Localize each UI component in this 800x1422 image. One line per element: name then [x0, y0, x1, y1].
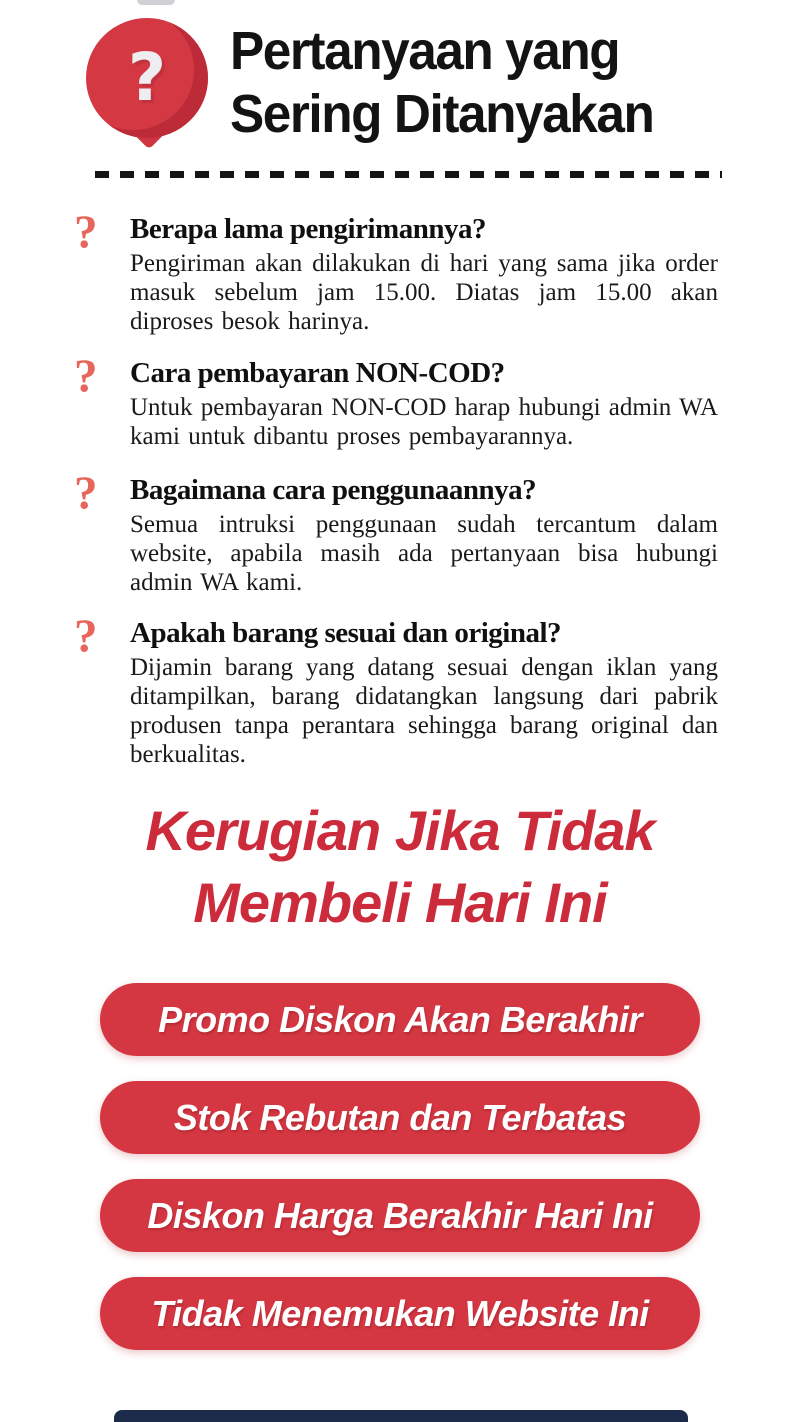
pill-button-label: Promo Diskon Akan Berakhir: [158, 998, 642, 1040]
faq-question: Apakah barang sesuai dan original?: [130, 617, 562, 649]
coral-question-icon: ?: [74, 206, 98, 258]
pill-button-website-not-found[interactable]: [100, 1277, 700, 1350]
coral-question-icon: ?: [74, 610, 98, 662]
top-edge-artifact: [137, 0, 175, 5]
balloon-circle: [86, 18, 208, 138]
faq-question: Berapa lama pengirimannya?: [130, 213, 486, 245]
pill-button-label: Stok Rebutan dan Terbatas: [173, 1096, 627, 1138]
loss-title-line-2: Membeli Hari Ini: [193, 871, 607, 934]
page-title: [230, 20, 743, 146]
faq-answer: Pengiriman akan dilakukan di hari yang sama jika order masuk sebelum jam 15.00. Diatas jam 15.00 akan diproses besok harinya.: [130, 250, 718, 335]
bottom-navy-bar: [114, 1410, 688, 1422]
faq-question: Cara pembayaran NON-COD?: [130, 357, 505, 389]
page-title-line-1: Pertanyaan yang: [230, 21, 620, 81]
question-mark-glyph: ?: [127, 39, 167, 116]
page-title-line-2: Sering Ditanyakan: [230, 84, 654, 144]
coral-question-icon: ?: [74, 350, 98, 402]
faq-answer: Semua intruksi penggunaan sudah tercantum dalam website, apabila masih ada pertanyaan bisa hubungi admin WA kami.: [130, 511, 718, 596]
pill-button-promo-ends[interactable]: [100, 983, 700, 1056]
faq-item-shipping: [72, 206, 720, 336]
coral-question-icon: ?: [74, 467, 98, 519]
pill-button-limited-stock[interactable]: [100, 1081, 700, 1154]
pill-button-label: Diskon Harga Berakhir Hari Ini: [147, 1194, 653, 1236]
faq-item-payment: [72, 350, 720, 451]
faq-answer: Untuk pembayaran NON-COD harap hubungi admin WA kami untuk dibantu proses pembayarannya.: [130, 394, 718, 450]
loss-section-title: [0, 795, 800, 939]
faq-answer: Dijamin barang yang datang sesuai dengan iklan yang ditampilkan, barang didatangkan langsung dari pabrik produsen tanpa perantara sehingga barang original dan berkualitas.: [130, 654, 718, 768]
faq-item-usage: [72, 467, 720, 597]
dashed-divider: [95, 171, 722, 178]
loss-title-line-1: Kerugian Jika Tidak: [145, 799, 655, 862]
pill-button-label: Tidak Menemukan Website Ini: [151, 1292, 649, 1334]
pill-button-discount-ends[interactable]: [100, 1179, 700, 1252]
question-balloon-icon: [84, 16, 216, 166]
faq-question: Bagaimana cara penggunaannya?: [130, 474, 537, 506]
faq-item-originality: [72, 610, 720, 769]
